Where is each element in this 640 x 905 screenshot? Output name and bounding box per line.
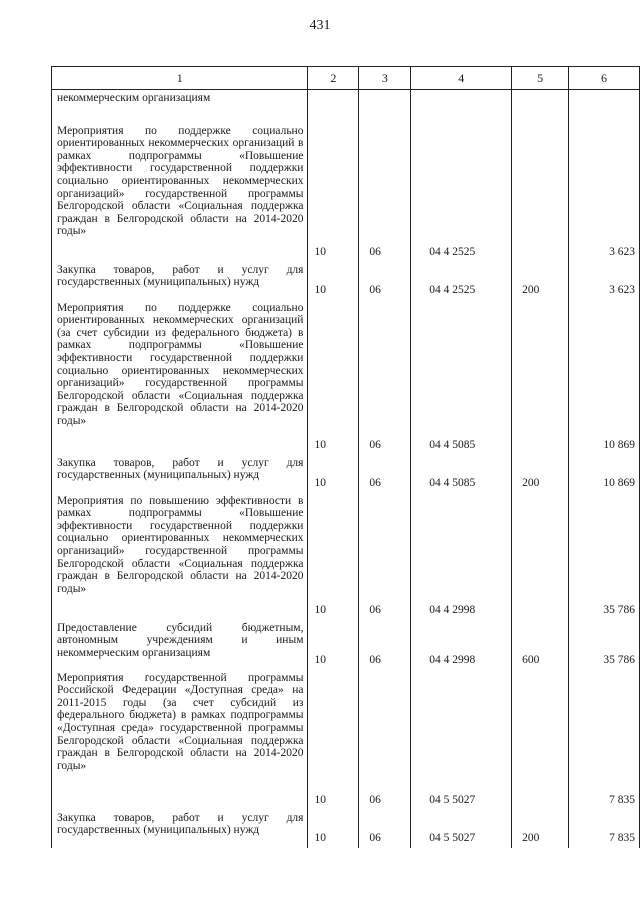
table-row (52, 300, 640, 455)
row-expense-type (512, 670, 569, 810)
row-target-article: 04 5 5027 (411, 670, 512, 810)
row-description: Предоставление субсидий бюджетным, автономным учреждениям и иным некоммерческим организациям (52, 620, 308, 670)
row-description: Закупка товаров, работ и услуг для государственных (муниципальных) нужд (52, 262, 308, 300)
row-target-article: 04 4 2525 (411, 262, 512, 300)
row-subsection (359, 90, 411, 107)
row-amount (569, 90, 640, 107)
row-expense-type: 200 (512, 455, 569, 493)
table-row (52, 262, 640, 300)
header-col-3: 3 (359, 67, 411, 90)
row-description: Мероприятия по поддержке социально ориентированных некоммерческих организаций в рамках подпрограммы «Повышение эффективности государственной поддержки социально ориентированных некоммерческих организаций» государственной программы Белгородской области «Социальная поддержка граждан в Белгородской области на 2014-2020 годы» (52, 123, 308, 262)
row-subsection: 06 (359, 262, 411, 300)
row-gap (52, 107, 640, 123)
row-section: 10 (308, 455, 359, 493)
row-subsection: 06 (359, 620, 411, 670)
table-row (52, 455, 640, 493)
row-target-article: 04 4 5085 (411, 300, 512, 455)
row-subsection: 06 (359, 810, 411, 848)
row-section: 10 (308, 620, 359, 670)
row-description: Закупка товаров, работ и услуг для государственных (муниципальных) нужд (52, 455, 308, 493)
row-section: 10 (308, 670, 359, 810)
header-col-6: 6 (569, 67, 640, 90)
row-amount: 7 835 (569, 810, 640, 848)
row-amount: 10 869 (569, 455, 640, 493)
row-amount: 35 786 (569, 620, 640, 670)
row-expense-type (512, 493, 569, 620)
table-row (52, 620, 640, 670)
row-amount: 10 869 (569, 300, 640, 455)
table-row (52, 90, 640, 107)
row-expense-type: 200 (512, 262, 569, 300)
table-row (52, 670, 640, 810)
row-expense-type (512, 300, 569, 455)
row-amount: 35 786 (569, 493, 640, 620)
row-amount: 7 835 (569, 670, 640, 810)
row-section: 10 (308, 300, 359, 455)
row-description: Мероприятия государственной программы Российской Федерации «Доступная среда» на 2011-2015 годы (за счет субсидий из федерального бюджета) в рамках подпрограммы «Доступная среда» государственной программы Белгородской области «Социальная поддержка граждан в Белгородской области на 2014-2020 годы» (52, 670, 308, 810)
page-number: 431 (309, 18, 331, 33)
header-col-2: 2 (308, 67, 359, 90)
row-subsection: 06 (359, 300, 411, 455)
row-amount: 3 623 (569, 262, 640, 300)
table-header-row (52, 67, 640, 90)
row-description: Мероприятия по поддержке социально ориентированных некоммерческих организаций (за счет субсидии из федерального бюджета) в рамках подпрограммы «Повышение эффективности государственной поддержки социально ориентированных некоммерческих организаций» государственной программы Белгородской области «Социальная поддержка граждан в Белгородской области на 2014-2020 годы» (52, 300, 308, 455)
row-expense-type (512, 123, 569, 262)
header-col-5: 5 (512, 67, 569, 90)
budget-table (51, 66, 640, 848)
row-amount: 3 623 (569, 123, 640, 262)
row-target-article: 04 4 2998 (411, 620, 512, 670)
table-row (52, 123, 640, 262)
row-section (308, 90, 359, 107)
row-subsection: 06 (359, 670, 411, 810)
row-expense-type: 600 (512, 620, 569, 670)
row-description: Закупка товаров, работ и услуг для государственных (муниципальных) нужд (52, 810, 308, 848)
table-row (52, 810, 640, 848)
row-section: 10 (308, 262, 359, 300)
row-section: 10 (308, 123, 359, 262)
row-description: некоммерческим организациям (52, 90, 308, 107)
header-col-1: 1 (52, 67, 308, 90)
row-section: 10 (308, 810, 359, 848)
header-col-4: 4 (411, 67, 512, 90)
row-subsection: 06 (359, 123, 411, 262)
row-expense-type: 200 (512, 810, 569, 848)
row-description: Мероприятия по повышению эффективности в рамках подпрограммы «Повышение эффективности государственной поддержки социально ориентированных некоммерческих организаций» государственной программы Белгородской области «Социальная поддержка граждан в Белгородской области на 2014-2020 годы» (52, 493, 308, 620)
table-row (52, 493, 640, 620)
row-target-article: 04 4 2525 (411, 123, 512, 262)
row-subsection: 06 (359, 455, 411, 493)
row-target-article: 04 4 2998 (411, 493, 512, 620)
row-target-article: 04 5 5027 (411, 810, 512, 848)
row-expense-type (512, 90, 569, 107)
row-target-article (411, 90, 512, 107)
row-target-article: 04 4 5085 (411, 455, 512, 493)
row-subsection: 06 (359, 493, 411, 620)
row-section: 10 (308, 493, 359, 620)
